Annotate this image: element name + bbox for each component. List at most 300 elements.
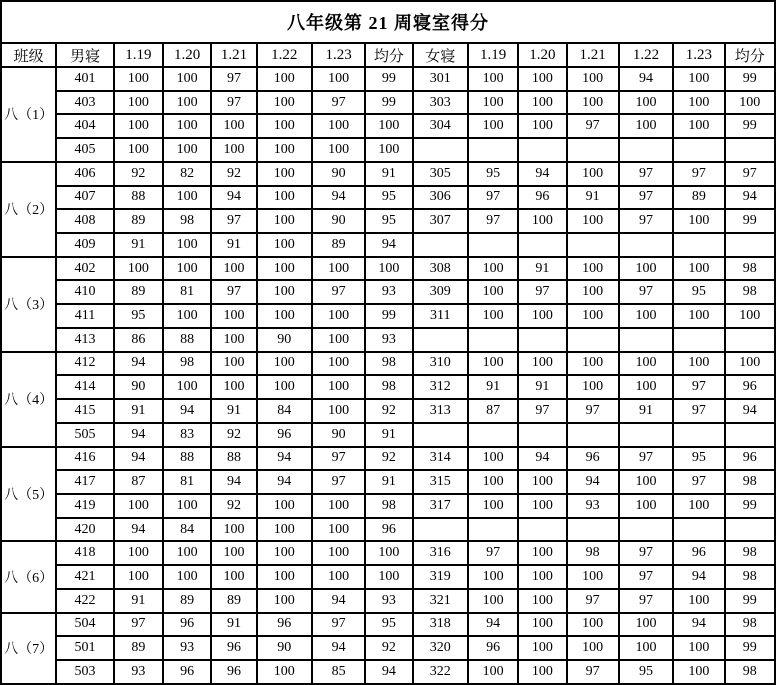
boys-average-cell: 92 <box>365 636 412 660</box>
score-cell <box>567 423 619 447</box>
score-cell: 97 <box>468 186 518 210</box>
boys-dorm-cell: 414 <box>56 375 113 399</box>
table-row <box>1 186 775 210</box>
score-cell <box>518 233 566 257</box>
table-row <box>1 541 775 565</box>
girls-dorm-cell: 312 <box>413 375 468 399</box>
girls-average-cell <box>725 328 776 352</box>
score-cell: 100 <box>518 565 566 589</box>
boys-average-cell: 95 <box>365 613 412 637</box>
boys-dorm-cell: 419 <box>56 494 113 518</box>
score-cell: 100 <box>312 375 365 399</box>
boys-average-cell: 100 <box>365 541 412 565</box>
score-cell: 100 <box>211 565 256 589</box>
score-cell: 96 <box>211 660 256 684</box>
page-title: 八年级第 21 周寝室得分 <box>1 1 775 43</box>
score-cell: 88 <box>163 447 211 471</box>
score-cell: 97 <box>468 209 518 233</box>
score-cell: 98 <box>163 352 211 376</box>
score-cell: 100 <box>619 91 673 115</box>
boys-dorm-cell: 403 <box>56 91 113 115</box>
score-cell: 100 <box>257 257 312 281</box>
score-cell: 100 <box>257 280 312 304</box>
table-row <box>1 91 775 115</box>
table-row <box>1 447 775 471</box>
score-cell: 100 <box>468 660 518 684</box>
table-row <box>1 613 775 637</box>
score-cell: 100 <box>567 91 619 115</box>
girls-dorm-cell: 320 <box>413 636 468 660</box>
score-cell: 98 <box>163 209 211 233</box>
score-cell: 92 <box>211 162 256 186</box>
score-cell: 100 <box>163 233 211 257</box>
table-row <box>1 209 775 233</box>
score-cell: 100 <box>518 67 566 91</box>
score-cell: 90 <box>257 636 312 660</box>
score-cell: 100 <box>163 91 211 115</box>
score-cell: 91 <box>468 375 518 399</box>
score-cell <box>567 518 619 542</box>
score-cell: 100 <box>257 352 312 376</box>
girls-dorm-cell <box>413 233 468 257</box>
girls-dorm-cell: 303 <box>413 91 468 115</box>
girls-dorm-cell: 306 <box>413 186 468 210</box>
score-cell: 97 <box>114 613 163 637</box>
score-cell: 91 <box>114 589 163 613</box>
boys-average-cell: 91 <box>365 162 412 186</box>
table-row <box>1 660 775 684</box>
girls-dorm-cell: 318 <box>413 613 468 637</box>
girls-dorm-cell: 305 <box>413 162 468 186</box>
girls-dorm-cell: 319 <box>413 565 468 589</box>
table-row <box>1 138 775 162</box>
girls-average-cell: 100 <box>725 352 776 376</box>
boys-dorm-cell: 409 <box>56 233 113 257</box>
girls-average-cell <box>725 423 776 447</box>
col-header-boys-average: 均分 <box>365 43 412 67</box>
boys-dorm-cell: 407 <box>56 186 113 210</box>
score-cell: 100 <box>619 375 673 399</box>
score-cell: 91 <box>567 186 619 210</box>
score-cell <box>468 518 518 542</box>
score-cell: 96 <box>567 447 619 471</box>
score-cell: 94 <box>673 613 724 637</box>
col-header-date: 1.20 <box>163 43 211 67</box>
girls-average-cell: 100 <box>725 91 776 115</box>
score-cell: 91 <box>211 613 256 637</box>
score-cell: 94 <box>163 399 211 423</box>
girls-average-cell: 94 <box>725 399 776 423</box>
girls-dorm-cell: 311 <box>413 304 468 328</box>
score-cell <box>619 233 673 257</box>
score-cell: 94 <box>257 447 312 471</box>
girls-dorm-cell: 322 <box>413 660 468 684</box>
score-cell: 100 <box>114 67 163 91</box>
score-cell: 92 <box>211 494 256 518</box>
score-cell: 100 <box>312 114 365 138</box>
score-cell: 100 <box>567 352 619 376</box>
class-label: 八（2） <box>1 162 56 257</box>
score-cell <box>673 138 724 162</box>
girls-dorm-cell <box>413 328 468 352</box>
score-cell: 100 <box>163 494 211 518</box>
score-cell: 100 <box>257 304 312 328</box>
score-cell: 100 <box>673 209 724 233</box>
score-cell: 82 <box>163 162 211 186</box>
score-cell: 97 <box>211 209 256 233</box>
score-cell <box>518 138 566 162</box>
table-row <box>1 304 775 328</box>
boys-average-cell: 100 <box>365 257 412 281</box>
girls-dorm-cell <box>413 518 468 542</box>
boys-dorm-cell: 505 <box>56 423 113 447</box>
score-cell: 100 <box>257 233 312 257</box>
girls-average-cell: 98 <box>725 280 776 304</box>
score-cell: 100 <box>567 375 619 399</box>
score-cell: 100 <box>468 565 518 589</box>
score-cell: 100 <box>673 589 724 613</box>
boys-dorm-cell: 405 <box>56 138 113 162</box>
score-cell: 100 <box>211 328 256 352</box>
score-cell: 100 <box>673 67 724 91</box>
score-cell: 90 <box>312 423 365 447</box>
girls-dorm-cell: 310 <box>413 352 468 376</box>
score-cell: 97 <box>211 67 256 91</box>
score-cell: 100 <box>312 494 365 518</box>
boys-average-cell: 99 <box>365 67 412 91</box>
score-cell: 100 <box>673 352 724 376</box>
score-cell: 97 <box>468 541 518 565</box>
col-header-date: 1.20 <box>518 43 566 67</box>
col-header-class: 班级 <box>1 43 56 67</box>
score-cell: 94 <box>468 613 518 637</box>
score-cell: 97 <box>312 447 365 471</box>
score-cell <box>619 138 673 162</box>
score-cell: 100 <box>211 304 256 328</box>
col-header-date: 1.21 <box>567 43 619 67</box>
girls-dorm-cell: 308 <box>413 257 468 281</box>
girls-dorm-cell: 304 <box>413 114 468 138</box>
score-cell: 96 <box>257 423 312 447</box>
boys-average-cell: 100 <box>365 114 412 138</box>
score-cell: 100 <box>211 541 256 565</box>
girls-average-cell: 99 <box>725 494 776 518</box>
table-row <box>1 328 775 352</box>
score-cell: 100 <box>114 138 163 162</box>
score-cell: 100 <box>257 660 312 684</box>
score-cell: 94 <box>619 67 673 91</box>
table-row <box>1 280 775 304</box>
score-cell: 94 <box>114 423 163 447</box>
score-cell: 94 <box>312 186 365 210</box>
table-row <box>1 423 775 447</box>
boys-average-cell: 96 <box>365 518 412 542</box>
score-cell: 97 <box>567 399 619 423</box>
boys-average-cell: 95 <box>365 186 412 210</box>
score-cell: 100 <box>312 352 365 376</box>
score-cell: 100 <box>518 660 566 684</box>
score-cell: 100 <box>468 67 518 91</box>
score-cell: 100 <box>518 636 566 660</box>
score-cell: 100 <box>257 162 312 186</box>
boys-dorm-cell: 413 <box>56 328 113 352</box>
class-label: 八（3） <box>1 257 56 352</box>
score-cell: 100 <box>163 257 211 281</box>
girls-average-cell: 99 <box>725 589 776 613</box>
table-row <box>1 399 775 423</box>
score-cell: 95 <box>619 660 673 684</box>
score-cell: 91 <box>114 399 163 423</box>
girls-average-cell: 99 <box>725 209 776 233</box>
girls-dorm-cell: 301 <box>413 67 468 91</box>
score-cell: 97 <box>619 162 673 186</box>
score-cell: 100 <box>211 114 256 138</box>
score-cell: 96 <box>468 636 518 660</box>
score-cell: 100 <box>257 518 312 542</box>
score-cell: 91 <box>518 257 566 281</box>
score-cell: 100 <box>468 91 518 115</box>
score-cell: 97 <box>312 91 365 115</box>
score-cell: 95 <box>673 280 724 304</box>
score-cell: 89 <box>114 280 163 304</box>
score-cell: 94 <box>567 470 619 494</box>
score-cell <box>567 328 619 352</box>
score-cell: 100 <box>257 565 312 589</box>
score-cell: 94 <box>673 565 724 589</box>
score-cell: 97 <box>673 399 724 423</box>
girls-dorm-cell: 313 <box>413 399 468 423</box>
score-cell: 100 <box>114 494 163 518</box>
score-cell: 100 <box>518 209 566 233</box>
score-cell: 100 <box>257 91 312 115</box>
col-header-boys-dorm: 男寝 <box>56 43 113 67</box>
girls-average-cell: 99 <box>725 114 776 138</box>
score-cell: 92 <box>114 162 163 186</box>
boys-dorm-cell: 421 <box>56 565 113 589</box>
boys-dorm-cell: 503 <box>56 660 113 684</box>
score-cell: 100 <box>673 660 724 684</box>
boys-average-cell: 99 <box>365 304 412 328</box>
girls-dorm-cell: 314 <box>413 447 468 471</box>
score-cell: 87 <box>114 470 163 494</box>
score-cell: 100 <box>518 589 566 613</box>
boys-average-cell: 100 <box>365 138 412 162</box>
col-header-date: 1.19 <box>468 43 518 67</box>
score-cell: 91 <box>114 233 163 257</box>
score-cell: 100 <box>312 518 365 542</box>
score-cell: 100 <box>673 636 724 660</box>
score-cell: 97 <box>619 280 673 304</box>
boys-dorm-cell: 415 <box>56 399 113 423</box>
score-cell: 89 <box>673 186 724 210</box>
score-cell: 100 <box>163 114 211 138</box>
boys-average-cell: 92 <box>365 447 412 471</box>
score-cell: 100 <box>211 138 256 162</box>
score-cell: 97 <box>673 470 724 494</box>
score-cell: 97 <box>673 375 724 399</box>
score-cell: 100 <box>518 91 566 115</box>
boys-dorm-cell: 410 <box>56 280 113 304</box>
score-cell: 97 <box>312 613 365 637</box>
girls-average-cell: 98 <box>725 565 776 589</box>
score-cell: 100 <box>468 280 518 304</box>
table-row <box>1 565 775 589</box>
score-cell <box>673 233 724 257</box>
girls-average-cell: 98 <box>725 257 776 281</box>
score-cell: 90 <box>312 162 365 186</box>
boys-dorm-cell: 406 <box>56 162 113 186</box>
score-cell: 89 <box>114 636 163 660</box>
score-cell: 100 <box>312 399 365 423</box>
boys-dorm-cell: 501 <box>56 636 113 660</box>
col-header-girls-average: 均分 <box>725 43 776 67</box>
score-cell: 87 <box>468 399 518 423</box>
score-cell <box>468 233 518 257</box>
score-cell <box>468 423 518 447</box>
score-cell: 97 <box>518 399 566 423</box>
score-cell: 100 <box>257 138 312 162</box>
score-cell: 85 <box>312 660 365 684</box>
boys-dorm-cell: 420 <box>56 518 113 542</box>
score-cell: 91 <box>518 375 566 399</box>
score-cell: 100 <box>468 114 518 138</box>
score-cell: 100 <box>619 613 673 637</box>
score-cell: 100 <box>211 257 256 281</box>
score-cell: 90 <box>312 209 365 233</box>
boys-average-cell: 98 <box>365 494 412 518</box>
score-cell: 100 <box>257 209 312 233</box>
boys-dorm-cell: 408 <box>56 209 113 233</box>
score-cell: 81 <box>163 470 211 494</box>
score-cell: 97 <box>567 660 619 684</box>
score-cell: 100 <box>567 613 619 637</box>
score-cell: 100 <box>619 494 673 518</box>
score-cell: 88 <box>114 186 163 210</box>
score-cell: 100 <box>163 304 211 328</box>
score-cell: 100 <box>619 352 673 376</box>
score-cell: 100 <box>619 304 673 328</box>
class-label: 八（7） <box>1 613 56 684</box>
score-cell: 100 <box>257 114 312 138</box>
score-cell: 100 <box>468 304 518 328</box>
table-row <box>1 67 775 91</box>
score-cell: 92 <box>211 423 256 447</box>
table-row <box>1 589 775 613</box>
score-cell: 100 <box>518 470 566 494</box>
girls-average-cell <box>725 138 776 162</box>
score-cell: 84 <box>257 399 312 423</box>
score-cell: 100 <box>567 304 619 328</box>
table-title-row <box>1 1 775 43</box>
score-cell: 91 <box>211 399 256 423</box>
score-cell: 100 <box>673 304 724 328</box>
girls-dorm-cell: 315 <box>413 470 468 494</box>
score-cell: 100 <box>518 541 566 565</box>
girls-dorm-cell: 307 <box>413 209 468 233</box>
boys-dorm-cell: 418 <box>56 541 113 565</box>
table-header-row <box>1 43 775 67</box>
score-cell: 100 <box>114 257 163 281</box>
score-cell: 100 <box>312 328 365 352</box>
girls-average-cell: 99 <box>725 636 776 660</box>
score-cell: 93 <box>114 660 163 684</box>
boys-dorm-cell: 404 <box>56 114 113 138</box>
score-cell: 100 <box>673 91 724 115</box>
score-cell <box>567 138 619 162</box>
score-cell: 97 <box>567 114 619 138</box>
score-cell <box>518 423 566 447</box>
score-cell <box>673 328 724 352</box>
score-cell: 95 <box>468 162 518 186</box>
table-row <box>1 494 775 518</box>
table-row <box>1 162 775 186</box>
girls-average-cell: 94 <box>725 186 776 210</box>
boys-dorm-cell: 416 <box>56 447 113 471</box>
score-cell: 100 <box>518 494 566 518</box>
score-cell: 97 <box>211 280 256 304</box>
score-cell: 100 <box>211 352 256 376</box>
boys-average-cell: 98 <box>365 352 412 376</box>
score-cell: 100 <box>163 565 211 589</box>
score-cell: 96 <box>518 186 566 210</box>
boys-dorm-cell: 401 <box>56 67 113 91</box>
score-cell: 96 <box>257 613 312 637</box>
score-cell <box>518 518 566 542</box>
score-cell: 93 <box>567 494 619 518</box>
score-cell: 95 <box>114 304 163 328</box>
score-cell: 100 <box>312 541 365 565</box>
score-cell: 83 <box>163 423 211 447</box>
score-cell: 100 <box>567 209 619 233</box>
girls-average-cell: 98 <box>725 470 776 494</box>
score-cell: 100 <box>163 541 211 565</box>
score-cell <box>619 423 673 447</box>
score-cell: 88 <box>211 447 256 471</box>
score-cell: 100 <box>257 186 312 210</box>
score-cell: 97 <box>619 447 673 471</box>
girls-average-cell: 96 <box>725 447 776 471</box>
table-row <box>1 257 775 281</box>
score-cell: 90 <box>257 328 312 352</box>
score-cell: 96 <box>163 613 211 637</box>
score-cell: 94 <box>211 470 256 494</box>
boys-dorm-cell: 411 <box>56 304 113 328</box>
score-cell: 97 <box>619 186 673 210</box>
col-header-date: 1.22 <box>257 43 312 67</box>
score-cell: 100 <box>518 613 566 637</box>
score-cell: 97 <box>619 541 673 565</box>
girls-average-cell <box>725 518 776 542</box>
score-cell: 100 <box>114 565 163 589</box>
boys-average-cell: 98 <box>365 375 412 399</box>
boys-average-cell: 93 <box>365 589 412 613</box>
girls-average-cell <box>725 233 776 257</box>
score-cell: 100 <box>468 257 518 281</box>
score-cell: 100 <box>468 447 518 471</box>
score-cell: 100 <box>163 375 211 399</box>
score-cell <box>468 138 518 162</box>
girls-dorm-cell: 316 <box>413 541 468 565</box>
score-cell: 97 <box>312 470 365 494</box>
girls-average-cell: 96 <box>725 375 776 399</box>
score-cell: 100 <box>211 518 256 542</box>
score-cell: 100 <box>257 589 312 613</box>
score-cell: 100 <box>163 67 211 91</box>
score-cell: 100 <box>312 67 365 91</box>
score-cell: 100 <box>567 257 619 281</box>
table-row <box>1 352 775 376</box>
score-cell: 100 <box>673 257 724 281</box>
